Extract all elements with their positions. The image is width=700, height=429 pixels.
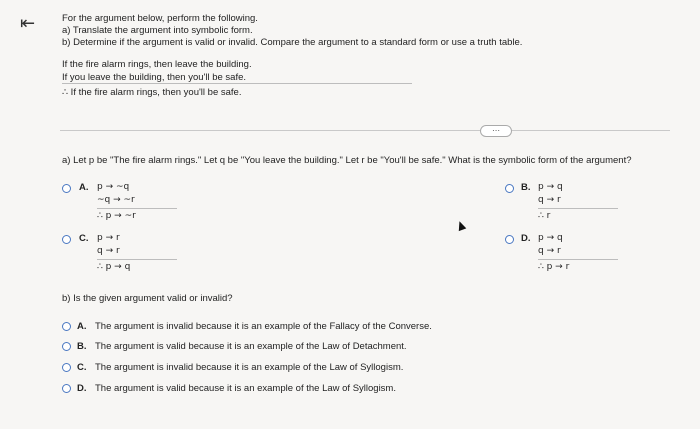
- radio-validity-b[interactable]: [62, 342, 71, 351]
- radio-validity-a[interactable]: [62, 322, 71, 331]
- radio-option-c[interactable]: [62, 235, 71, 244]
- argument-conclusion: ∴ If the fire alarm rings, then you'll be safe.: [62, 87, 242, 98]
- section-divider: [60, 130, 670, 131]
- option-b-a[interactable]: [62, 321, 662, 333]
- premise-line-2: q → r: [97, 246, 120, 256]
- instructions-part-a: a) Translate the argument into symbolic form.: [62, 25, 253, 36]
- option-text: The argument is invalid because it is an example of the Law of Syllogism.: [95, 362, 404, 373]
- radio-validity-c[interactable]: [62, 363, 71, 372]
- option-b-b[interactable]: [62, 341, 662, 353]
- option-label: B.: [77, 341, 87, 352]
- option-text: The argument is invalid because it is an example of the Fallacy of the Converse.: [95, 321, 432, 332]
- argument-divider: [62, 83, 412, 84]
- conclusion-divider: [97, 208, 177, 209]
- option-text: The argument is valid because it is an example of the Law of Syllogism.: [95, 383, 396, 394]
- premise-line-2: q → r: [538, 246, 561, 256]
- conclusion-divider: [538, 208, 618, 209]
- premise-line-1: p → q: [538, 182, 563, 192]
- option-label: B.: [521, 182, 531, 193]
- argument-premise-1: If the fire alarm rings, then leave the building.: [62, 59, 252, 70]
- instructions-part-b: b) Determine if the argument is valid or invalid. Compare the argument to a standard form or use a truth table.: [62, 37, 523, 48]
- premise-line-1: p → q: [538, 233, 563, 243]
- premise-line-2: ~q → ~r: [97, 195, 135, 205]
- conclusion-divider: [97, 259, 177, 260]
- conclusion-line: ∴ p → q: [97, 262, 131, 272]
- radio-validity-d[interactable]: [62, 384, 71, 393]
- conclusion-line: ∴ p → ~r: [97, 211, 136, 221]
- question-a-prompt: a) Let p be "The fire alarm rings." Let q be "You leave the building." Let r be "You'll be safe." What is the symbolic form of the argument?: [62, 155, 632, 166]
- option-label: D.: [521, 233, 531, 244]
- radio-option-b[interactable]: [505, 184, 514, 193]
- option-label: A.: [79, 182, 89, 193]
- radio-option-a[interactable]: [62, 184, 71, 193]
- option-label: C.: [77, 362, 87, 373]
- option-b-d[interactable]: [62, 383, 662, 395]
- premise-line-1: p → r: [97, 233, 120, 243]
- option-text: The argument is valid because it is an example of the Law of Detachment.: [95, 341, 407, 352]
- premise-line-2: q → r: [538, 195, 561, 205]
- argument-premise-2: If you leave the building, then you'll be safe.: [62, 72, 247, 83]
- option-label: D.: [77, 383, 87, 394]
- option-label: C.: [79, 233, 89, 244]
- more-options-button[interactable]: ⋯: [480, 125, 512, 137]
- premise-line-1: p → ~q: [97, 182, 130, 192]
- conclusion-line: ∴ r: [538, 211, 551, 221]
- mouse-cursor-icon: [456, 220, 467, 231]
- instructions-intro: For the argument below, perform the following.: [62, 13, 258, 24]
- question-b-prompt: b) Is the given argument valid or invalid?: [62, 293, 233, 304]
- conclusion-divider: [538, 259, 618, 260]
- radio-option-d[interactable]: [505, 235, 514, 244]
- option-label: A.: [77, 321, 87, 332]
- conclusion-line: ∴ p → r: [538, 262, 570, 272]
- back-arrow-icon[interactable]: ⇤: [20, 13, 36, 33]
- option-b-c[interactable]: [62, 362, 662, 374]
